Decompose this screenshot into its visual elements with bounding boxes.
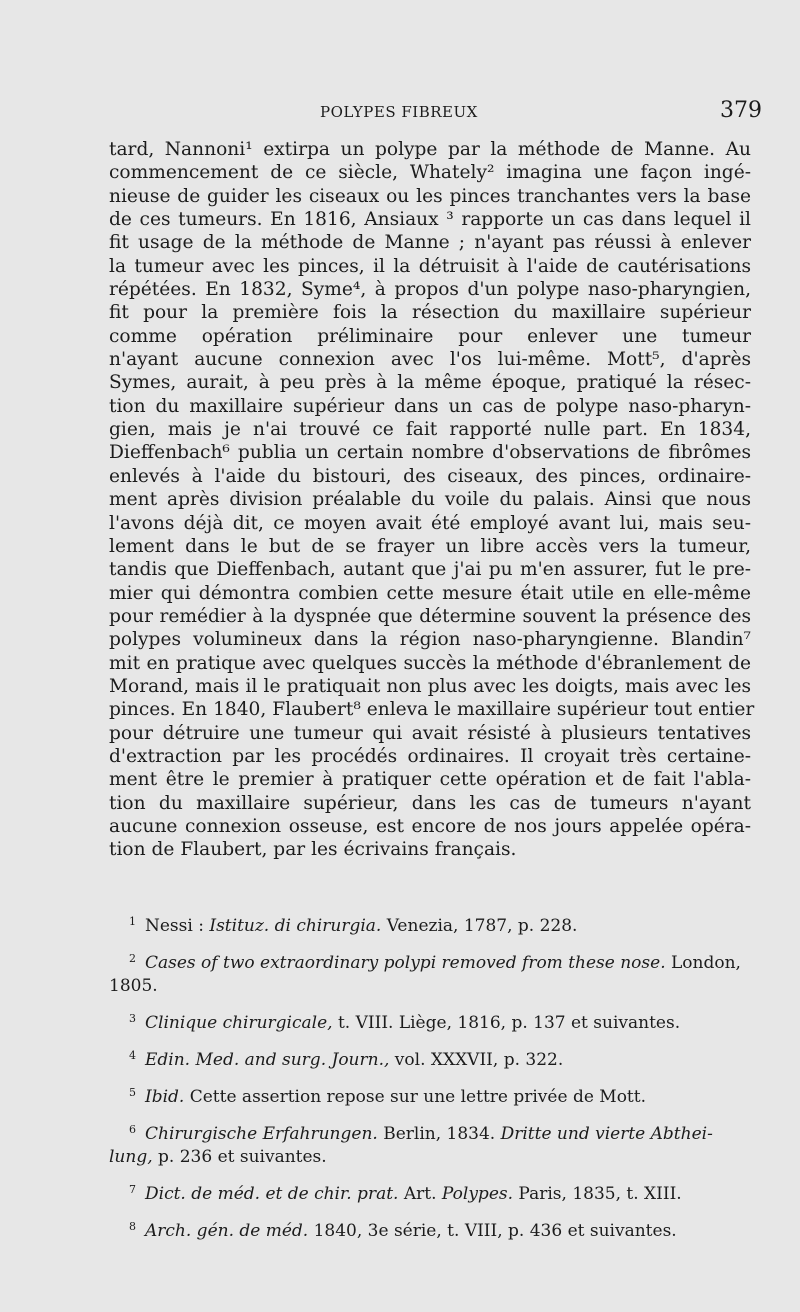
- footnote: [109, 1215, 751, 1243]
- footnote-text: Cette assertion repose sur une lettre privée de Mott.: [184, 1087, 646, 1107]
- text-line: tion de Flaubert, par les écrivains français.: [109, 839, 517, 861]
- text-line: mit en pratique avec quelques succès la méthode d'ébranlement de: [109, 652, 751, 674]
- text-line: fit pour la première fois la résection du maxillaire supérieur: [109, 302, 751, 324]
- footnote-number: 1: [129, 915, 136, 928]
- text-line: lement dans le but de se frayer un libre accès vers la tumeur,: [109, 535, 751, 557]
- footnote-title: Cases of two extraordinary polypi removed from these nose.: [145, 953, 666, 973]
- text-line: pour remédier à la dyspnée que détermine souvent la présence des: [109, 605, 751, 627]
- footnote-title: Chirurgische Erfahrungen.: [145, 1124, 378, 1144]
- footnote-title: Dritte und vierte Abthei-: [500, 1124, 713, 1144]
- footnote-text: Berlin, 1834.: [377, 1124, 501, 1144]
- footnote: [109, 1081, 751, 1109]
- text-line: comme opération préliminaire pour enlever une tumeur: [109, 325, 751, 347]
- footnotes: [109, 910, 751, 1252]
- text-line: Dieffenbach⁶ publia un certain nombre d'observations de fibrômes: [109, 442, 751, 464]
- text-line: répétées. En 1832, Syme⁴, à propos d'un polype naso-pharyngien,: [109, 279, 751, 301]
- text-line: tard, Nannoni¹ extirpa un polype par la méthode de Manne. Au: [109, 139, 751, 160]
- footnote-number: 4: [129, 1049, 136, 1062]
- text-line: tion du maxillaire supérieur dans un cas de polype naso-pharyn-: [109, 395, 751, 417]
- text-line: fit usage de la méthode de Manne ; n'ayant pas réussi à enlever: [109, 232, 751, 254]
- text-line: nieuse de guider les ciseaux ou les pinces tranchantes vers la base: [109, 185, 751, 207]
- text-line: mier qui démontra combien cette mesure était utile en elle-même: [109, 582, 751, 604]
- footnote: [109, 1007, 751, 1035]
- footnote-title: Edin. Med. and surg. Journ.,: [145, 1050, 390, 1070]
- footnote-title: lung,: [109, 1147, 153, 1167]
- footnote-text: London,: [665, 953, 741, 973]
- footnote-title: Ibid.: [145, 1087, 185, 1107]
- footnote-text: p. 236 et suivantes.: [152, 1147, 327, 1167]
- footnote-number: 5: [129, 1086, 136, 1099]
- footnote-text: 1840, 3e série, t. VIII, p. 436 et suivantes.: [308, 1221, 677, 1241]
- text-line: la tumeur avec les pinces, il la détruisit à l'aide de cautérisations: [109, 255, 751, 277]
- footnote-title: Clinique chirurgicale,: [145, 1013, 333, 1033]
- text-line: commencement de ce siècle, Whately² imagina une façon ingé-: [109, 162, 751, 184]
- text-line: l'avons déjà dit, ce moyen avait été employé avant lui, mais seu-: [109, 512, 751, 534]
- footnote-text: Nessi :: [145, 916, 210, 936]
- footnote: [109, 1044, 751, 1072]
- footnote-number: 3: [129, 1012, 136, 1025]
- footnote-number: 6: [129, 1123, 136, 1136]
- footnote-title: Polypes.: [441, 1184, 514, 1204]
- text-line: Morand, mais il le pratiquait non plus avec les doigts, mais avec les: [109, 675, 751, 697]
- text-line: polypes volumineux dans la région naso-pharyngienne. Blandin⁷: [109, 629, 751, 651]
- footnote-text: Art.: [398, 1184, 442, 1204]
- footnote-number: 8: [129, 1220, 136, 1233]
- footnote-number: 7: [129, 1183, 136, 1196]
- footnote: [109, 910, 751, 938]
- text-line: pour détruire une tumeur qui avait résisté à plusieurs tentatives: [109, 722, 751, 744]
- text-line: de ces tumeurs. En 1816, Ansiaux ³ rapporte un cas dans lequel il: [109, 209, 751, 231]
- footnote-title: Dict. de méd. et de chir. prat.: [145, 1184, 399, 1204]
- footnote-title: Istituz. di chirurgia.: [209, 916, 382, 936]
- footnote-text: 1805.: [109, 976, 158, 996]
- text-line: d'extraction par les procédés ordinaires. Il croyait très certaine-: [109, 745, 751, 767]
- text-line: ment être le premier à pratiquer cette opération et de fait l'abla-: [109, 769, 751, 791]
- footnote: [109, 1118, 751, 1169]
- text-line: tandis que Dieffenbach, autant que j'ai pu m'en assurer, fut le pre-: [109, 559, 751, 581]
- footnote-text: t. VIII. Liège, 1816, p. 137 et suivantes.: [332, 1013, 681, 1033]
- text-line: n'ayant aucune connexion avec l'os lui-même. Mott⁵, d'après: [109, 349, 751, 371]
- text-line: gien, mais je n'ai trouvé ce fait rapporté nulle part. En 1834,: [109, 419, 751, 441]
- running-title: POLYPES FIBREUX: [320, 103, 478, 121]
- footnote-text: vol. XXXVII, p. 322.: [389, 1050, 564, 1070]
- text-line: tion du maxillaire supérieur, dans les cas de tumeurs n'ayant: [109, 792, 751, 814]
- body-text: [109, 138, 755, 862]
- footnote-number: 2: [129, 952, 136, 965]
- page-number: 379: [720, 98, 762, 123]
- footnote: [109, 947, 751, 998]
- text-line: ment après division préalable du voile du palais. Ainsi que nous: [109, 489, 751, 511]
- footnote-text: Venezia, 1787, p. 228.: [381, 916, 578, 936]
- footnote: [109, 1178, 751, 1206]
- text-line: enlevés à l'aide du bistouri, des ciseaux, des pinces, ordinaire-: [109, 465, 751, 487]
- text-line: pinces. En 1840, Flaubert⁸ enleva le maxillaire supérieur tout entier: [109, 699, 755, 721]
- text-line: aucune connexion osseuse, est encore de nos jours appelée opéra-: [109, 815, 751, 837]
- footnote-text: Paris, 1835, t. XIII.: [513, 1184, 682, 1204]
- footnote-title: Arch. gén. de méd.: [145, 1221, 309, 1241]
- text-line: Symes, aurait, à peu près à la même époque, pratiqué la résec-: [109, 372, 751, 394]
